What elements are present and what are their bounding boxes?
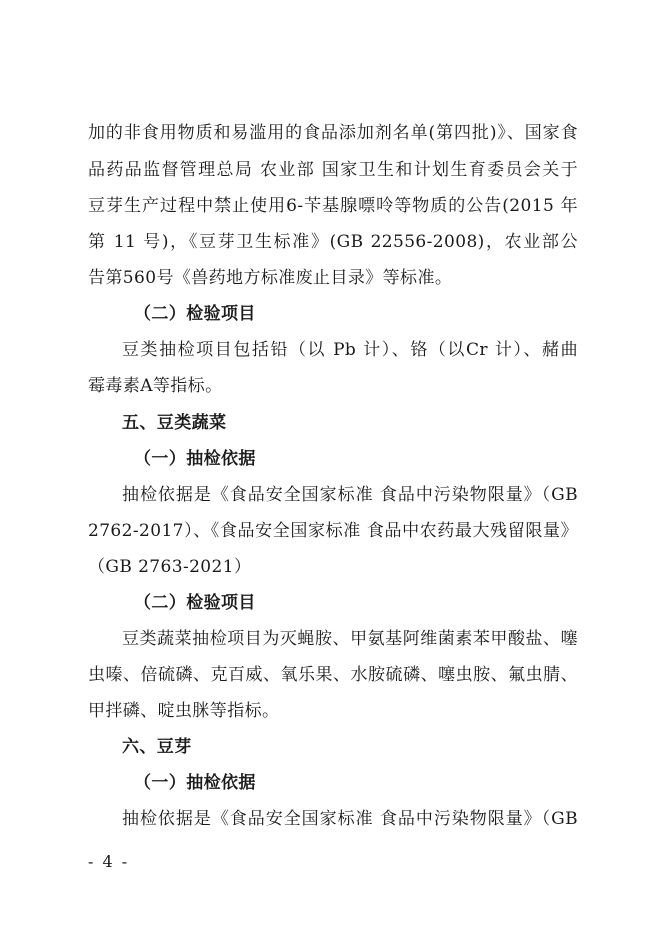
paragraph-line: 抽检依据是《食品安全国家标准 食品中污染物限量》（GB	[122, 809, 578, 829]
paragraph-line: 甲拌磷、啶虫脒等指标。	[88, 701, 280, 721]
section-heading: 六、豆芽	[122, 737, 192, 757]
paragraph-line: 品药品监督管理总局 农业部 国家卫生和计划生育委员会关于	[88, 160, 578, 180]
paragraph-line: 告第560号《兽药地方标准废止目录》等标准。	[88, 268, 453, 288]
paragraph-line: 加的非食用物质和易滥用的食品添加剂名单(第四批)》、国家食	[88, 123, 578, 143]
section-subheading: （二）检验项目	[134, 304, 256, 324]
section-subheading: （一）抽检依据	[134, 773, 256, 793]
paragraph-line: 第 11 号)，《豆芽卫生标准》(GB 22556-2008)，农业部公	[88, 232, 578, 252]
section-heading: 五、豆类蔬菜	[122, 413, 227, 433]
paragraph-line: 豆芽生产过程中禁止使用6-苄基腺嘌呤等物质的公告(2015 年	[88, 196, 578, 216]
paragraph-line: 虫嗪、倍硫磷、克百威、氧乐果、水胺硫磷、噻虫胺、氟虫腈、	[88, 665, 578, 685]
paragraph-line: 霉毒素A等指标。	[88, 376, 223, 396]
page-number: - 4 -	[88, 852, 130, 871]
paragraph-line: 2762-2017）、《食品安全国家标准 食品中农药最大残留限量》	[88, 521, 578, 541]
paragraph-line: （GB 2763-2021）	[88, 557, 252, 577]
paragraph-line: 豆类抽检项目包括铅（以 Pb 计）、铬（以Cr 计）、赭曲	[122, 340, 578, 360]
paragraph-line: 抽检依据是《食品安全国家标准 食品中污染物限量》（GB	[122, 485, 578, 505]
section-subheading: （一）抽检依据	[134, 449, 256, 469]
section-subheading: （二）检验项目	[134, 593, 256, 613]
paragraph-line: 豆类蔬菜抽检项目为灭蝇胺、甲氨基阿维菌素苯甲酸盐、噻	[122, 629, 578, 649]
